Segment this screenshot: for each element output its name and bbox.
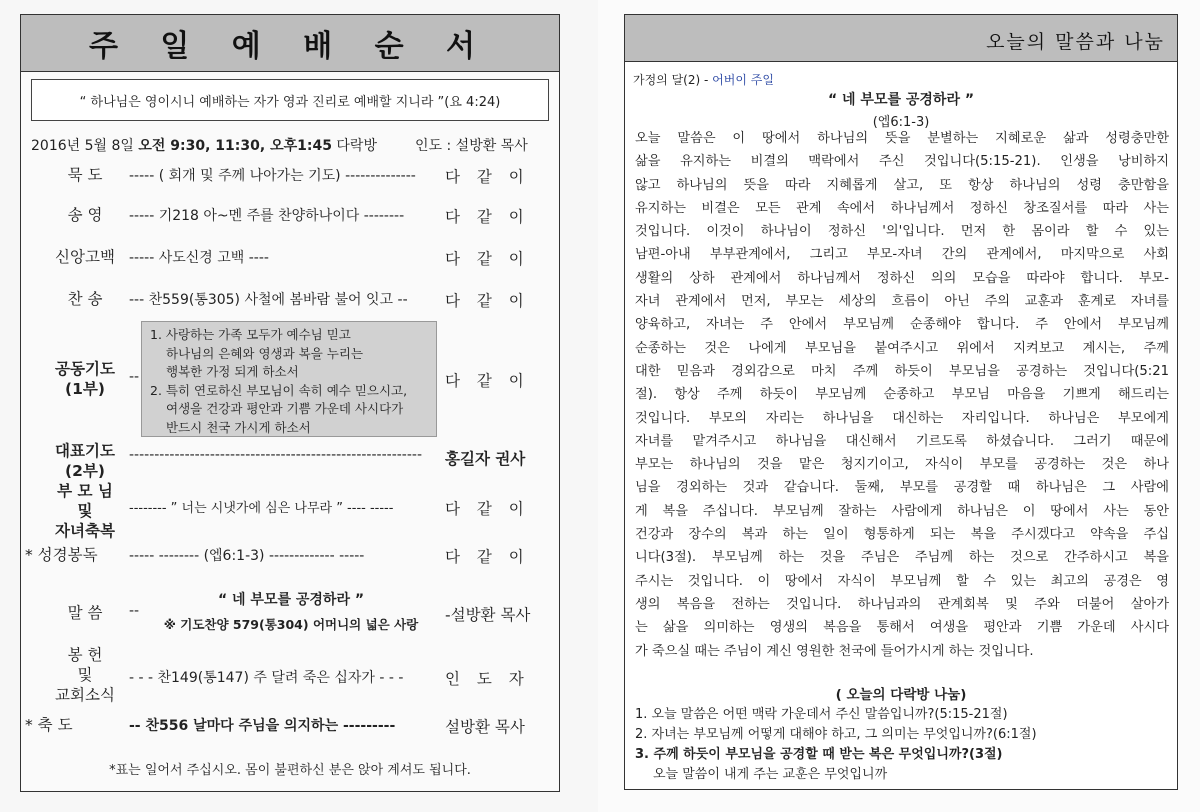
prayer-line: 하나님의 은혜와 영생과 복을 누리는 [166, 345, 364, 361]
order-detail: - - - 찬149(통147) 주 달려 죽은 십자가 - - - [129, 670, 404, 686]
order-label: 대표기도 (2부) [55, 442, 115, 480]
sermon-sharing-title: 오늘의 말씀과 나눔 [986, 31, 1165, 53]
sermon-body-line: 부모는 하나님의 것을 맡은 청지기이고, 자식이 부모를 공경하는 것은 하나 [635, 457, 1169, 473]
sermon-body-line: 대한 믿음과 경외감으로 마치 주께 하듯이 부모님을 공경하는 것입니다(5:21 [635, 363, 1169, 379]
sermon-series [633, 71, 774, 88]
prayer-line: 2. 특히 연로하신 부모님이 속히 예수 믿으시고, [150, 382, 408, 398]
sermon-body-line: 게 복을 주십니다. 부모님께 잘하는 사람에게 하나님은 이 땅에서 사는 동안 [635, 503, 1169, 519]
sermon-body-line: 않고 하나님의 뜻을 따라 지혜롭게 살고, 또 항상 하나님의 성령 충만함을 [635, 177, 1169, 193]
footnote: *표는 일어서 주십시오. 몸이 불편하신 분은 앉아 계셔도 됩니다. [109, 763, 471, 778]
prayer-line: 반드시 천국 가시게 하소서 [166, 419, 311, 435]
sermon-body-line: 생활의 상하 관계에서 하나님께서 정하신 의의 모습을 따라야 합니다. 부모- [635, 270, 1169, 286]
order-detail: ----- 사도신경 고백 ---- [129, 250, 269, 266]
sermon-sharing-box [624, 14, 1178, 790]
sermon-body-line: 삶을 유지하는 비결의 맥락에서 주신 것입니다(5:15-21). 인생을 낭비하지 [635, 154, 1169, 170]
order-leader: 다 같 이 [445, 168, 530, 186]
sharing-questions [635, 705, 1169, 785]
service-info [31, 135, 551, 155]
order-leader: 다 같 이 [445, 548, 530, 566]
sermon-body-line: 자녀를 맡겨주시고 하나님을 대신해서 기르도록 하셨습니다. 그러기 때문에 [635, 433, 1169, 449]
question-item: 2. 자녀는 부모님께 어떻게 대해야 하고, 그 의미는 무엇입니까?(6:1절) [635, 727, 1037, 742]
service-date: 2016년 5월 8일 [31, 138, 139, 154]
worship-order-title: 주 일 예 배 순 서 [21, 15, 559, 72]
order-label: * 성경봉독 [25, 546, 98, 564]
service-room: 다락방 [331, 138, 377, 154]
theme-verse: “ 하나님은 영이시니 예배하는 자가 영과 진리로 예배할 지니라 ”(요 4:24) [31, 79, 549, 121]
sermon-hymn: ※ 기도찬양 579(통304) 어머니의 넓은 사랑 [163, 617, 419, 632]
scripture-reference: (엡6:1-3) [872, 115, 930, 130]
order-leader: 다 같 이 [445, 372, 530, 390]
service-times: 오전 9:30, 11:30, 오후1:45 [138, 138, 332, 154]
order-detail: -- 찬556 날마다 주님을 의지하는 --------- [129, 718, 396, 734]
order-label: 부 모 님 및 자녀축복 [55, 482, 115, 540]
order-detail: -------- ” 너는 시냇가에 심은 나무라 ” ---- ----- [129, 501, 394, 516]
sermon-body-line: 님을 경외하는 것과 같습니다. 둘째, 부모를 공경할 때 하나님은 그 사람에 [635, 480, 1169, 496]
sermon-body-line: 자녀 관계에서 먼저, 부모는 세상의 흐름이 아닌 주의 교훈과 훈계로 자녀를 [635, 294, 1169, 310]
prayer-line: 행복한 가정 되게 하소서 [166, 364, 299, 379]
worship-order-box [20, 14, 560, 792]
order-detail: ----- 기218 아~멘 주를 찬양하나이다 -------- [129, 208, 405, 224]
order-row [21, 715, 559, 745]
order-row [21, 289, 559, 319]
sermon-title: “ 네 부모를 공경하라 ” [827, 92, 975, 108]
series-theme: 어버이 주일 [712, 73, 774, 87]
order-row [21, 165, 559, 195]
sermon-body-line: 양육하고, 자녀는 주 안에서 부모님께 순종해야 합니다. 주 안에서 부모님께 [635, 317, 1169, 333]
order-label: 송 영 [67, 206, 103, 224]
prayer-line: 1. 사랑하는 가족 모두가 예수님 믿고 [150, 327, 351, 342]
order-leader: 다 같 이 [445, 250, 530, 268]
sermon-body-line: 것입니다. 이것이 하나님이 정하신 '의'입니다. 먼저 한 몸이라 할 수 있는 [635, 224, 1169, 240]
sermon-sharing-page [598, 0, 1200, 812]
question-item: 3. 주께 하듯이 부모님을 공경할 때 받는 복은 무엇입니까?(3절) [635, 747, 1003, 762]
sermon-body-line: 건강과 장수의 복과 하는 일이 형통하게 되는 복을 주시겠다고 약속을 주십 [635, 527, 1169, 543]
order-leader: 설방환 목사 [445, 718, 525, 736]
sermon-body-line: 것입니다. 부모의 자리는 하나님을 대신하는 자리입니다. 하나님은 부모에게 [635, 410, 1169, 426]
order-label: 신앙고백 [55, 248, 115, 266]
sermon-body-line: 생의 복음을 전하는 것입니다. 하나님과의 관계회복 및 주와 더불어 살아가 [635, 596, 1169, 612]
order-detail: --- 찬559(통305) 사철에 봄바람 불어 잇고 -- [129, 292, 408, 308]
order-leader: -설방환 목사 [445, 606, 531, 624]
sermon-body-line: 유지하는 비결은 모든 관계 속에서 하나님께서 정하신 창조질서를 따라 사는 [635, 200, 1169, 216]
series-label: 가정의 달(2) - [633, 73, 713, 87]
sermon-title: “ 네 부모를 공경하라 ” [217, 592, 365, 608]
order-row [21, 645, 559, 707]
sermon-body-line: 니다(3절). 부모님께 하는 것을 주님은 주님께 하는 것으로 간주하시고 복을 [635, 550, 1169, 566]
order-detail: ----- -------- (엡6:1-3) ------------- ----- [129, 548, 365, 564]
order-leader: 다 같 이 [445, 500, 530, 518]
sharing-title: ( 오늘의 다락방 나눔) [835, 687, 967, 703]
order-label: 묵 도 [67, 166, 103, 184]
order-leader: 다 같 이 [445, 292, 530, 310]
order-row [21, 545, 559, 575]
order-row [21, 205, 559, 235]
worship-order-page [0, 0, 598, 812]
order-label: 말 씀 [67, 604, 103, 622]
order-detail: ----- ( 회개 및 주께 나아가는 기도) -------------- [129, 168, 416, 184]
officiant: 인도 : 설방환 목사 [415, 138, 528, 154]
order-label: 찬 송 [67, 290, 103, 308]
sermon-body-line: 는 삶을 의미하는 영생의 복음을 통해서 여생을 평안과 기쁨 가운데 사시다 [635, 620, 1169, 636]
order-detail: ---------------------------------------------------------- [129, 447, 423, 463]
question-item: 1. 오늘 말씀은 어떤 맥락 가운데서 주신 말씀입니까?(5:15-21절) [635, 707, 1008, 722]
sermon-body-line: 남편-아내 부부관계에서, 그리고 부모-자녀 간의 관계에서, 마지막으로 사회 [635, 247, 1169, 263]
question-item: 오늘 말씀이 내게 주는 교훈은 무엇입니까 [653, 767, 888, 782]
order-detail: -- [129, 603, 140, 619]
order-leader: 다 같 이 [445, 208, 530, 226]
order-row [21, 441, 559, 485]
sermon-body-line: 순종하는 것은 나에게 부모님을 붙여주시고 위에서 지켜보고 계시는, 주께 [635, 340, 1169, 356]
order-label: * 축 도 [25, 716, 73, 734]
common-prayer-box [141, 321, 437, 437]
order-leader: 인 도 자 [445, 670, 530, 688]
order-row [21, 481, 559, 543]
order-label: 공동기도 (1부) [55, 360, 115, 398]
sermon-body [635, 127, 1169, 663]
order-detail: -- [129, 369, 140, 385]
sermon-body-line: 주시는 것입니다. 이 땅에서 자식이 부모님께 할 수 있는 최고의 공경은 영 [635, 573, 1169, 589]
sermon-body-line: 가 죽으실 때는 주님이 계신 영원한 천국에 들어가시게 하는 것입니다. [635, 643, 1034, 659]
sermon-body-line: 오늘 말씀은 이 땅에서 하나님의 뜻을 분별하는 지혜로운 삶과 성령충만한 [635, 131, 1169, 146]
sermon-sharing-header [625, 15, 1177, 62]
prayer-line: 여생을 건강과 평안과 기쁨 가운데 사시다가 [166, 401, 404, 416]
order-leader: 홍길자 권사 [445, 450, 526, 468]
sermon-body-line: 절). 항상 주께 하듯이 부모님께 순종하고 부모님 마음을 기쁘게 해드리는 [635, 387, 1169, 403]
order-row [21, 247, 559, 277]
order-label: 봉 헌 및 교회소식 [55, 646, 115, 704]
